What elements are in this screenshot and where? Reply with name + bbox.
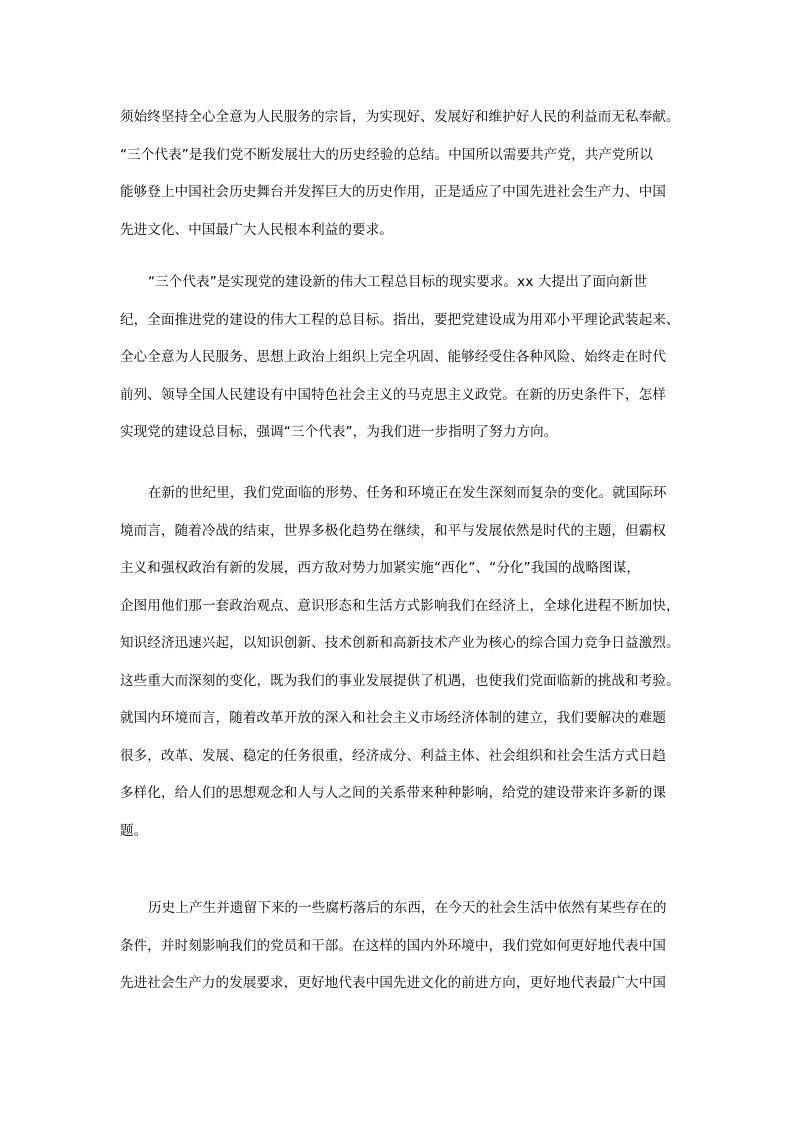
text-line: 能够登上中国社会历史舞台并发挥巨大的历史作用，正是适应了中国先进社会生产力、中国 [120,184,666,200]
text-line: 主义和强权政治有新的发展，西方敌对势力加紧实施“西化”、“分化”我国的战略图谋， [120,560,640,576]
paragraph-1 [120,99,680,249]
text-line: 实现党的建设总目标，强调“三个代表”，为我们进一步指明了努力方向。 [120,424,558,440]
text-line: “三个代表”是实现党的建设新的伟大工程总目标的现实要求。xx 大提出了面向新世 [148,274,648,290]
text-line: 先进社会生产力的发展要求，更好地代表中国先进文化的前进方向，更好地代表最广大中国 [120,975,666,991]
text-line: 条件，并时刻影响我们的党员和干部。在这样的国内外环境中，我们党如何更好地代表中国 [120,937,666,954]
text-line: 须始终坚持全心全意为人民服务的宗旨，为实现好、发展好和维护好人民的利益而无私奉献。 [120,109,680,125]
text-line: 很多，改革、发展、稳定的任务很重，经济成分、利益主体、社会组织和社会生活方式日趋 [120,747,666,764]
text-line: 多样化，给人们的思想观念和人与人之间的关系带来种种影响，给党的建设带来许多新的课 [120,785,666,801]
text-line: 这些重大而深刻的变化，既为我们的事业发展提供了机遇，也使我们党面临新的挑战和考验。 [120,672,680,689]
text-line: 知识经济迅速兴起，以知识创新、技术创新和高新技术产业为核心的综合国力竞争日益激烈。 [120,635,680,651]
text-line: 纪，全面推进党的建设的伟大工程的总目标。指出，要把党建设成为用邓小平理论武装起来、 [120,311,680,328]
text-line: 全心全意为人民服务、思想上政治上组织上完全巩固、能够经受住各种风险、始终走在时代 [120,349,666,365]
text-line: 在新的世纪里，我们党面临的形势、任务和环境正在发生深刻而复杂的变化。就国际环 [148,485,667,501]
text-line: 企图用他们那一套政治观点、意识形态和生活方式影响我们在经济上，全球化进程不断加快， [120,597,680,614]
text-line: 历史上产生并遗留下来的一些腐朽落后的东西，在今天的社会生活中依然有某些存在的 [148,900,667,916]
text-line: 前列、领导全国人民建设有中国特色社会主义的马克思主义政党。在新的历史条件下，怎样 [120,386,666,403]
text-line: “三个代表”是我们党不断发展壮大的历史经验的总结。中国所以需要共产党，共产党所以 [120,146,653,163]
text-line: 就国内环境而言，随着改革开放的深入和社会主义市场经济体制的建立，我们要解决的难题 [120,710,666,726]
text-line: 先进文化、中国最广大人民根本利益的要求。 [120,221,393,238]
paragraph-4 [120,890,680,1003]
paragraph-3 [120,475,680,850]
text-line: 境而言，随着冷战的结束，世界多极化趋势在继续，和平与发展依然是时代的主题，但霸权 [120,522,666,539]
paragraph-2 [120,264,680,452]
text-line: 题。 [120,822,148,839]
